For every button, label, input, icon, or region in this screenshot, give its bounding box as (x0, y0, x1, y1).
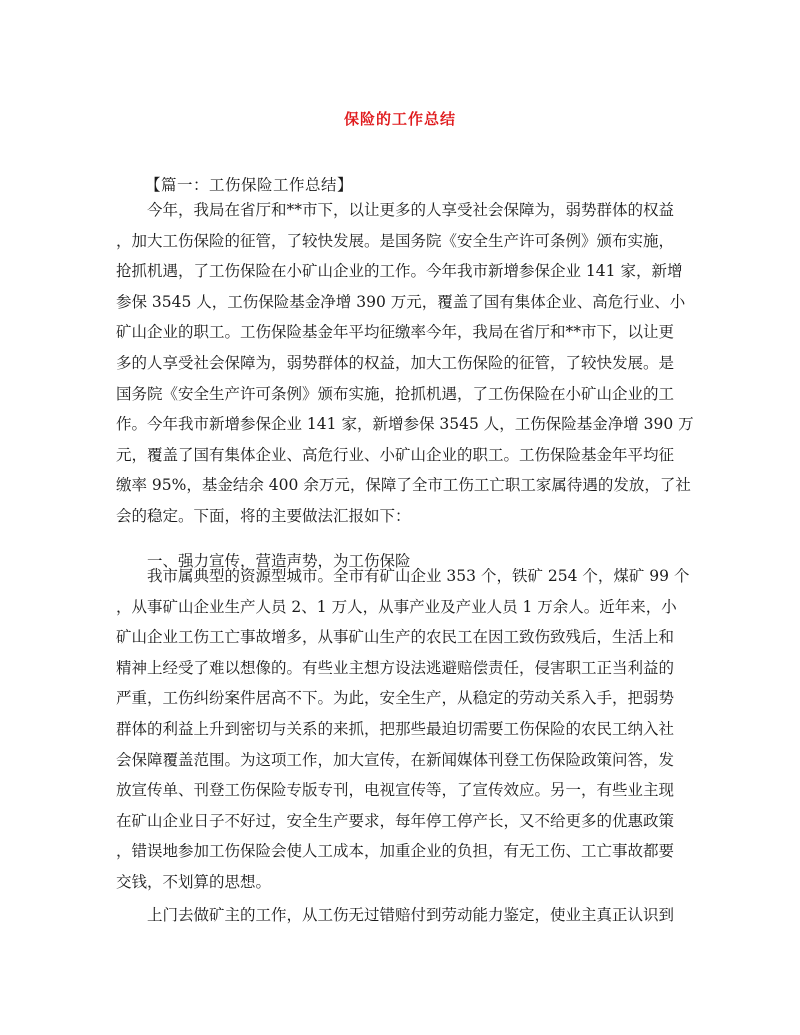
paragraph-line: 今年，我局在省厅和**市下，以让更多的人享受社会保障为，弱势群体的权益 (147, 201, 675, 219)
paragraph-line: 抢抓机遇，了工伤保险在小矿山企业的工作。今年我市新增参保企业 141 家，新增 (116, 262, 683, 281)
paragraph-line: 精神上经受了难以想像的。有些业主想方设法逃避赔偿责任，侵害职工正当利益的 (116, 658, 675, 677)
paragraph-1 (116, 195, 694, 532)
paragraph-line: 放宣传单、刊登工伤保险专版专刊，电视宣传等，了宣传效应。另一，有些业主现 (116, 781, 675, 800)
paragraph-3 (116, 900, 688, 931)
paragraph-line: 参保 3545 人，工伤保险基金净增 390 万元，覆盖了国有集体企业、高危行业、小 (116, 292, 686, 311)
paragraph-line: 群体的利益上升到密切与关系的来抓，把那些最迫切需要工伤保险的农民工纳入社 (116, 719, 675, 738)
subheading-text: 一、强力宣传，营造声势，为工伤保险 (147, 552, 411, 570)
paragraph-line: 作。今年我市新增参保企业 141 家，新增参保 3545 人，工伤保险基金净增 390 万 (116, 415, 694, 434)
paragraph-line: 在矿山企业日子不好过，安全生产要求，每年停工停产长，又不给更多的优惠政策 (116, 811, 675, 830)
paragraph-line: ，加大工伤保险的征管，了较快发展。是国务院《安全生产许可条例》颁布实施， (116, 231, 675, 250)
paragraph-line: 上门去做矿主的工作，从工伤无过错赔付到劳动能力鉴定，使业主真正认识到 (147, 906, 675, 924)
paragraph-line: 缴率 95%，基金结余 400 余万元，保障了全市工伤工亡职工家属待遇的发放，了社 (116, 476, 691, 495)
paragraph-line: 矿山企业的职工。工伤保险基金年平均征缴率今年，我局在省厅和**市下，以让更 (116, 323, 675, 342)
paragraph-line: 严重，工伤纠纷案件居高不下。为此，安全生产，从稳定的劳动关系入手，把弱势 (116, 689, 675, 708)
paragraph-line: 我市属典型的资源型城市。全市有矿山企业 353 个，铁矿 254 个，煤矿 99 个 (147, 567, 690, 585)
paragraph-line: 多的人享受社会保障为，弱势群体的权益，加大工伤保险的征管，了较快发展。是 (116, 353, 675, 372)
paragraph-line: ，从事矿山企业生产人员 2、1 万人，从事产业及产业人员 1 万余人。近年来，小 (116, 597, 677, 616)
paragraph-line: 国务院《安全生产许可条例》颁布实施，抢抓机遇，了工伤保险在小矿山企业的工 (116, 384, 675, 403)
paragraph-line: 交钱，不划算的思想。 (116, 872, 272, 891)
paragraph-line: 矿山企业工伤工亡事故增多，从事矿山生产的农民工在因工致伤致残后，生活上和 (116, 628, 675, 647)
paragraph-line: 会保障覆盖范围。为这项工作，加大宣传，在新闻媒体刊登工伤保险政策问答，发 (116, 750, 675, 769)
document-title: 保险的工作总结 (343, 110, 456, 128)
paragraph-line: 会的稳定。下面，将的主要做法汇报如下： (116, 506, 411, 525)
paragraph-2 (116, 561, 688, 898)
paragraph-line: ，错误地参加工伤保险会使人工成本，加重企业的负担，有无工伤、工亡事故都要 (116, 842, 675, 861)
section-heading: 【篇一：工伤保险工作总结】 (145, 176, 354, 194)
paragraph-line: 元，覆盖了国有集体企业、高危行业、小矿山企业的职工。工伤保险基金年平均征 (116, 445, 675, 464)
